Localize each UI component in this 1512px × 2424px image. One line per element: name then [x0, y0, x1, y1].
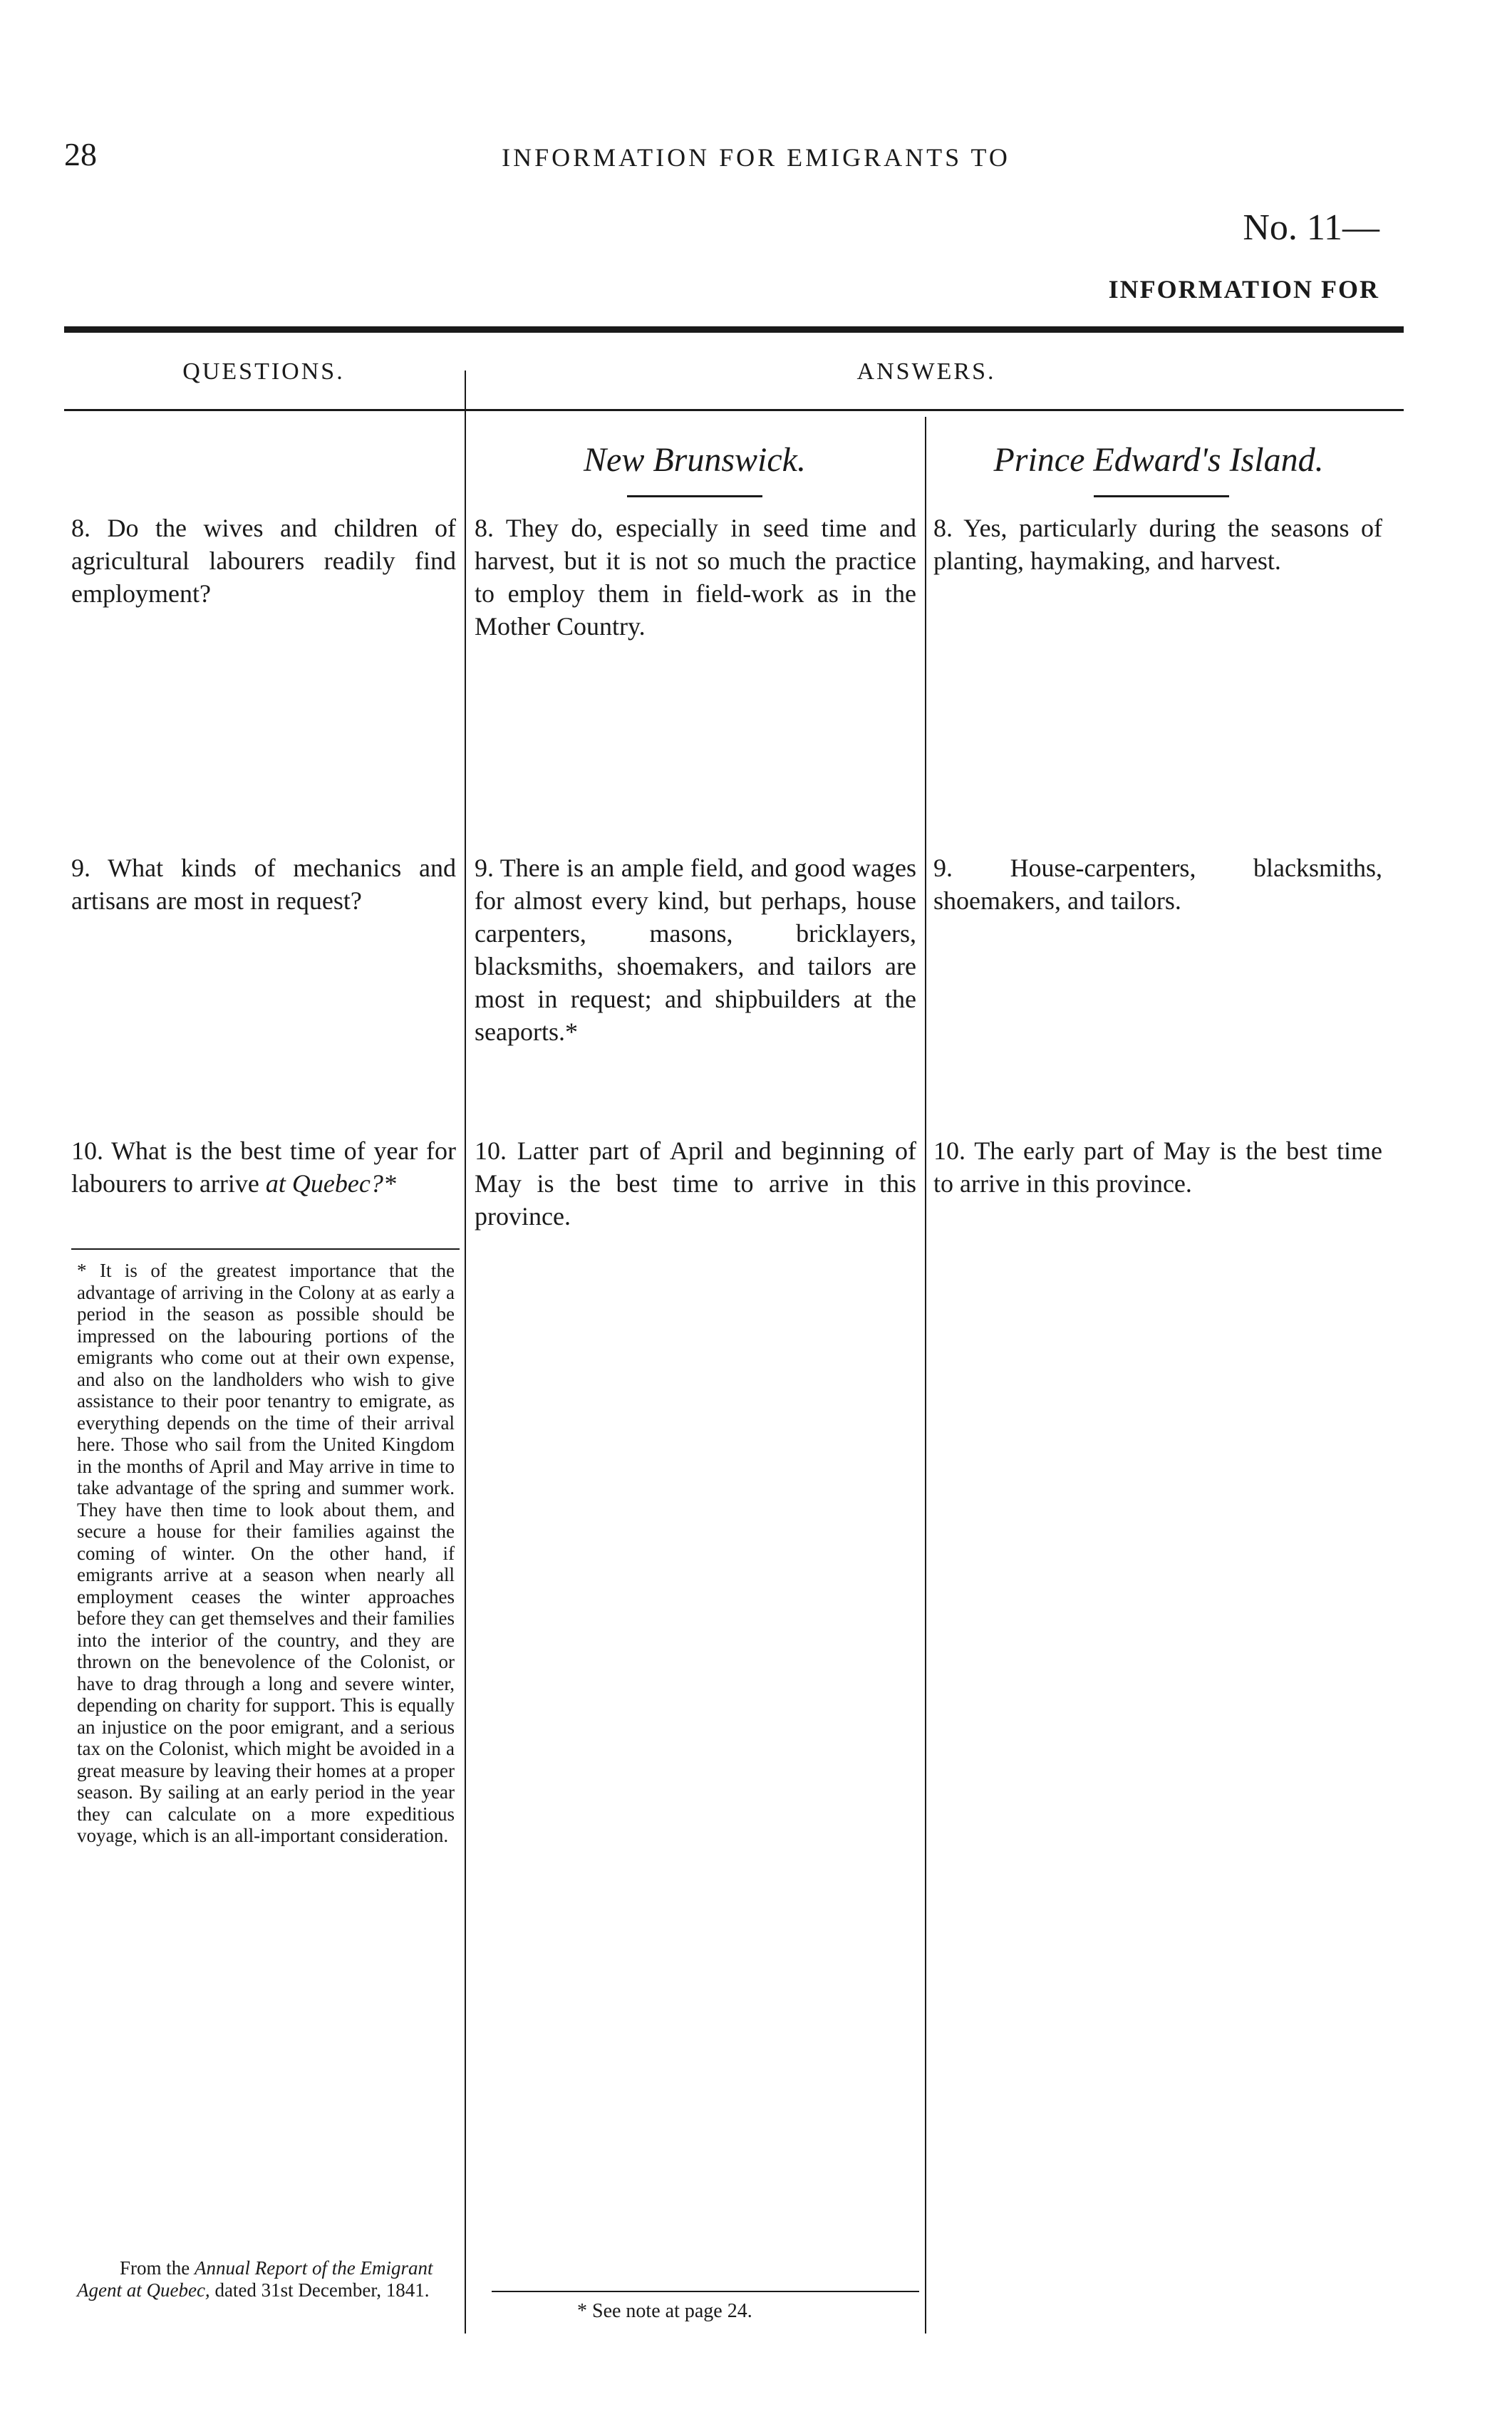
new-brunswick-heading: New Brunswick. [584, 441, 806, 479]
divider-nb-pei [925, 417, 926, 2334]
running-title: INFORMATION FOR EMIGRANTS TO [502, 143, 1010, 172]
answers-header: ANSWERS. [856, 358, 996, 385]
footnote-source [77, 2257, 462, 2301]
top-rule [64, 326, 1404, 333]
question-9: 9. What kinds of mechanics and artisans are most in request? [71, 854, 456, 915]
question-10-main: 10. What is the best time of year for labourers to arrive [71, 1136, 456, 1198]
question-8: 8. Do the wives and children of agricultural labourers readily find employment? [71, 514, 456, 608]
see-note-rule [492, 2291, 919, 2292]
pei-underline [1094, 495, 1229, 497]
answer-8-pei: 8. Yes, particularly during the seasons of planting, haymaking, and harvest. [933, 514, 1382, 575]
answer-10-new-brunswick: 10. Latter part of April and beginning of May is the best time to arrive in this province. [475, 1136, 916, 1231]
table-heading: INFORMATION FOR [1108, 275, 1379, 304]
page-number: 28 [64, 136, 97, 172]
question-10-italic: at Quebec?* [265, 1169, 396, 1198]
questions-header: QUESTIONS. [182, 358, 345, 385]
answer-10-pei: 10. The early part of May is the best time to arrive in this province. [933, 1136, 1382, 1198]
answer-9-pei: 9. House-carpenters, blacksmiths, shoemakers, and tailors. [933, 854, 1382, 915]
answer-9-new-brunswick: 9. There is an ample field, and good wages for almost every kind, but perhaps, house carpenters, masons, bricklayers, blacksmiths, shoemakers, and tailors are most in request; and shipbuilders at the seaports.* [475, 854, 916, 1046]
see-note: * See note at page 24. [577, 2300, 752, 2322]
footnote-source-suffix: dated 31st December, 1841. [214, 2279, 430, 2301]
table-number: No. 11— [1243, 207, 1379, 248]
header-rule [64, 409, 1404, 411]
answer-8-new-brunswick: 8. They do, especially in seed time and harvest, but it is not so much the practice to employ them in field-work as in the Mother Country. [475, 514, 916, 641]
footnote-source-italic: Annual Report of the Emigrant Agent at Quebec, [77, 2257, 433, 2301]
divider-questions-answers [465, 371, 466, 2334]
footnote-rule [71, 1248, 460, 1250]
question-10 [71, 1134, 456, 1200]
pei-heading: Prince Edward's Island. [993, 441, 1324, 479]
footnote-text: * It is of the greatest importance that the advantage of arriving in the Colony at as early a period in the season as possible should be impressed on the labouring portions of the emigrants who come out at their own expense, and also on the landholders who wish to give assistance to their poor tenantry to emigrate, as everything depends on the time of their arrival here. Those who sail from the United Kingdom in the months of April and May arrive in time to take advantage of the spring and summer work. They have then time to look about them, and secure a house for their families against the coming of winter. On the other hand, if emigrants arrive at a season when nearly all employment ceases the winter approaches before they can get themselves and their families into the interior of the country, and they are thrown on the benevolence of the Colonist, or have to drag through a long and severe winter, depending on charity for support. This is equally an injustice on the poor emigrant, and a serious tax on the Colonist, which might be avoided in a great measure by leaving their homes at a proper season. By sailing at an early period in the year they can calculate on a more expeditious voyage, which is an all-important consideration. [77, 1260, 455, 1846]
footnote-source-prefix: From the [120, 2257, 190, 2279]
new-brunswick-underline [627, 495, 762, 497]
